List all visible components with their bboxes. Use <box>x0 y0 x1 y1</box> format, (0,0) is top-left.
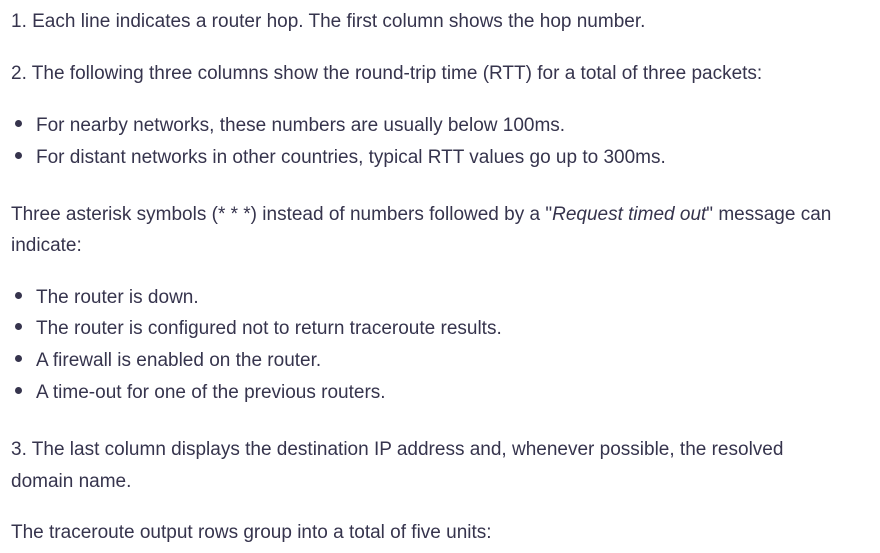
list-item-text: The router is down. <box>36 287 199 308</box>
bullet-icon <box>15 152 22 159</box>
list-item-text: A time-out for one of the previous routers. <box>36 382 386 403</box>
list-item-text: A firewall is enabled on the router. <box>36 350 322 371</box>
paragraph-output-units: The traceroute output rows group into a total of five units: <box>11 522 492 543</box>
paragraph-asterisk-continuation: indicate: <box>11 235 82 256</box>
bullet-icon <box>15 355 22 362</box>
list-item-text: For distant networks in other countries, typical RTT values go up to 300ms. <box>36 147 666 168</box>
list-item <box>15 286 199 310</box>
bullet-icon <box>15 292 22 299</box>
bullet-icon <box>15 387 22 394</box>
paragraph-hop-number: 1. Each line indicates a router hop. The first column shows the hop number. <box>11 11 646 32</box>
paragraph-destination: 3. The last column displays the destination IP address and, whenever possible, the resolved <box>11 439 784 460</box>
paragraph-asterisk <box>11 203 831 227</box>
paragraph-rtt-columns: 2. The following three columns show the round-trip time (RTT) for a total of three packets: <box>11 63 763 84</box>
asterisk-text-before: Three asterisk symbols (* * *) instead of numbers followed by a " <box>11 204 553 225</box>
list-item <box>15 381 386 405</box>
asterisk-text-after: " message can <box>706 204 832 225</box>
list-item-text: For nearby networks, these numbers are usually below 100ms. <box>36 115 566 136</box>
bullet-icon <box>15 323 22 330</box>
list-item <box>15 349 321 373</box>
bullet-icon <box>15 120 22 127</box>
list-item <box>15 146 666 170</box>
list-item <box>15 114 565 138</box>
request-timed-out-emphasis: Request timed out <box>552 204 707 225</box>
paragraph-destination-continuation: domain name. <box>11 471 132 492</box>
list-item-text: The router is configured not to return traceroute results. <box>36 318 502 339</box>
list-item <box>15 317 502 341</box>
